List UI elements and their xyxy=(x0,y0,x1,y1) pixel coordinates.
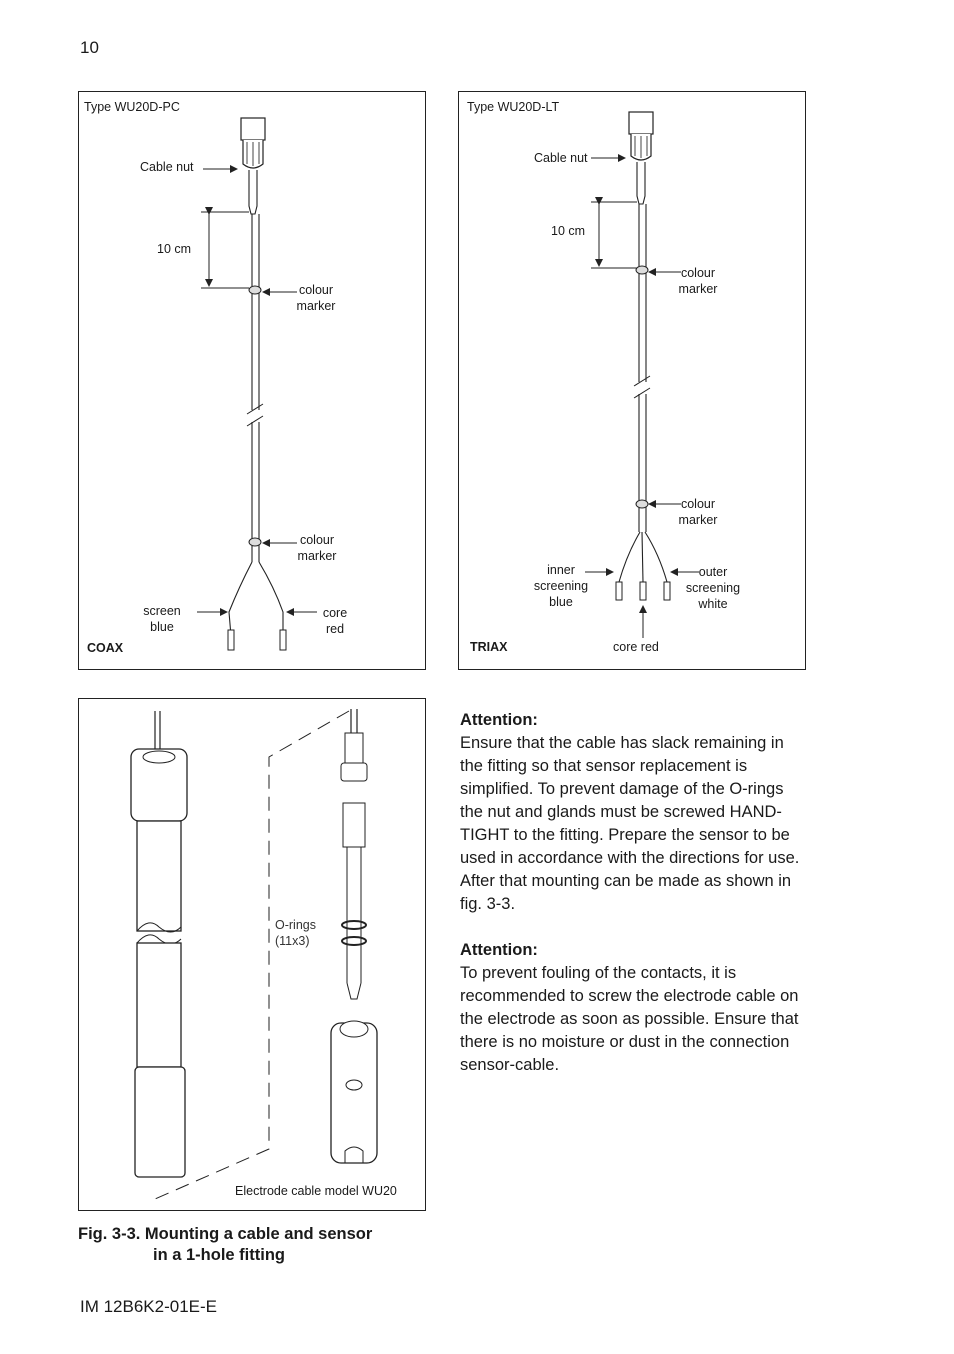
colour-marker-line1: colour xyxy=(680,497,716,511)
diagram-panel-mounting xyxy=(78,698,426,1211)
length-label-pc: 10 cm xyxy=(157,242,192,256)
cable-nut-label-pc: Cable nut xyxy=(140,160,194,174)
colour-marker-line2: marker xyxy=(678,513,718,527)
core-line2: red xyxy=(325,622,345,636)
cable-drawing-pc xyxy=(79,92,425,669)
caption-line2: in a 1-hole fitting xyxy=(153,1246,285,1264)
cable-nut-label-lt: Cable nut xyxy=(534,151,588,165)
outer-screening-line1: outer xyxy=(698,565,728,579)
outer-screening-line2: screening xyxy=(685,581,741,595)
orings-line1: O-rings xyxy=(275,918,316,932)
screen-label-pc xyxy=(139,603,185,635)
figure-caption xyxy=(78,1224,372,1266)
colour-marker-line2: marker xyxy=(296,299,336,313)
orings-line2: (11x3) xyxy=(275,934,310,948)
core-line1: core xyxy=(322,606,348,620)
cable-drawing-lt xyxy=(459,92,805,669)
type-label-lt: Type WU20D-LT xyxy=(467,100,560,114)
attention-body: Ensure that the cable has slack remaining in the fitting so that sensor replacement is simplified. To prevent damage of the O-rings the nut and glands must be screwed HAND-TIGHT to the fitting. Prepare the sensor to be used in accordance with the directions for use. After that mounting can be made as shown in fig. 3-3. xyxy=(460,734,800,913)
caption-line1: Fig. 3-3. Mounting a cable and sensor xyxy=(78,1225,373,1243)
attention-heading: Attention: xyxy=(460,711,538,729)
attention-paragraph-2 xyxy=(460,939,810,1077)
page-number: 10 xyxy=(80,38,99,57)
colour-marker-label-pc-2 xyxy=(294,532,340,564)
colour-marker-line1: colour xyxy=(680,266,716,280)
outer-screening-label xyxy=(681,564,745,612)
colour-marker-line2: marker xyxy=(678,282,718,296)
colour-marker-line2: marker xyxy=(297,549,337,563)
screen-line1: screen xyxy=(143,604,181,618)
colour-marker-label-pc-1 xyxy=(293,282,339,314)
mounting-drawing xyxy=(79,699,425,1210)
colour-marker-label-lt-1 xyxy=(675,265,721,297)
colour-marker-line1: colour xyxy=(299,533,335,547)
colour-marker-label-lt-2 xyxy=(675,496,721,528)
inner-screening-line3: blue xyxy=(549,595,573,609)
core-label-lt: core red xyxy=(613,640,659,654)
inner-screening-line1: inner xyxy=(547,563,575,577)
attention-paragraph-1 xyxy=(460,709,810,916)
cable-model-label: Electrode cable model WU20 xyxy=(235,1184,397,1198)
document-footer: IM 12B6K2-01E-E xyxy=(80,1297,218,1316)
attention-heading: Attention: xyxy=(460,941,538,959)
cable-type-lt: TRIAX xyxy=(470,640,508,654)
type-label-pc: Type WU20D-PC xyxy=(84,100,180,114)
cable-type-pc: COAX xyxy=(87,641,124,655)
inner-screening-label xyxy=(529,562,593,610)
attention-body: To prevent fouling of the contacts, it is recommended to screw the electrode cable on the electrode as soon as possible. Ensure that there is no moisture or dust in the connection sensor-cable. xyxy=(460,964,799,1074)
attention-text xyxy=(460,709,810,1100)
inner-screening-line2: screening xyxy=(533,579,589,593)
orings-label xyxy=(275,917,316,949)
screen-line2: blue xyxy=(150,620,174,634)
diagram-panel-lt xyxy=(458,91,806,670)
length-label-lt: 10 cm xyxy=(551,224,586,238)
colour-marker-line1: colour xyxy=(298,283,334,297)
core-label-pc xyxy=(315,605,355,637)
diagram-panel-pc xyxy=(78,91,426,670)
outer-screening-line3: white xyxy=(698,597,728,611)
